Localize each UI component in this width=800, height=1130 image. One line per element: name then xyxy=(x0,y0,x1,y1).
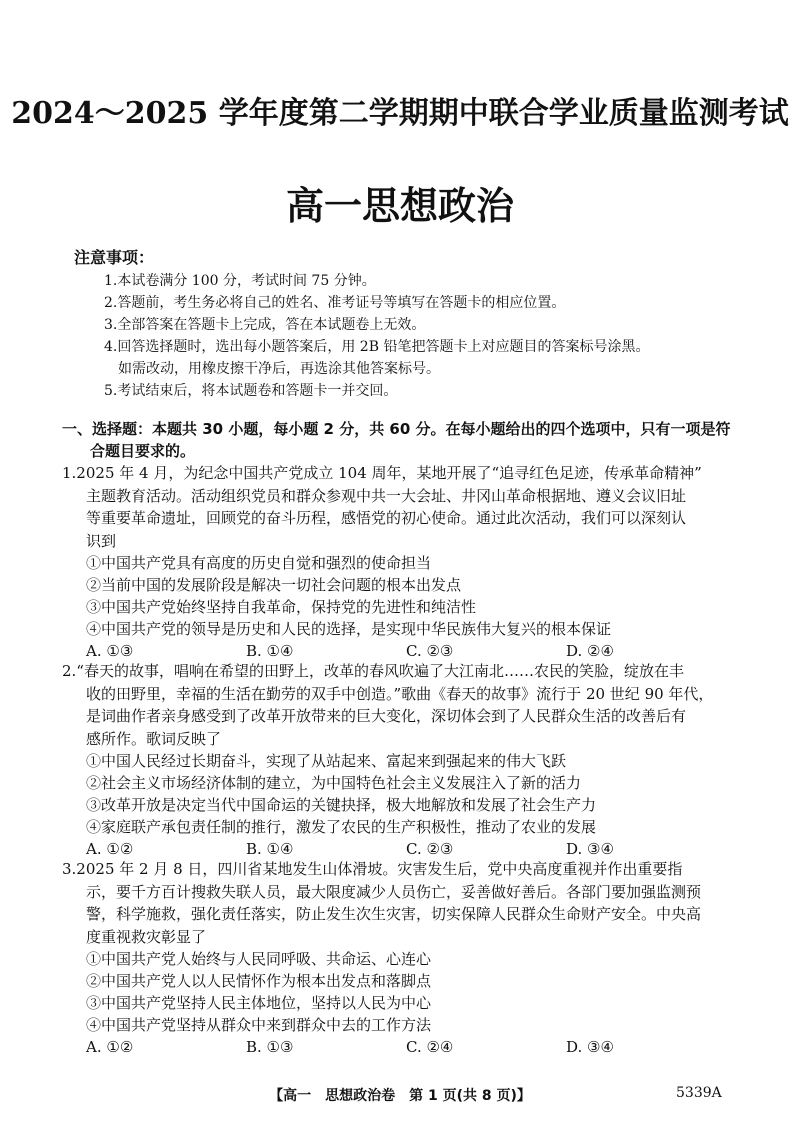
question-stem-line: 度重视救灾彰显了 xyxy=(86,927,207,946)
choice-a: A. ①② xyxy=(86,840,134,858)
choice-c: C. ②③ xyxy=(406,840,454,858)
choice-b: B. ①③ xyxy=(246,1038,294,1056)
question-option: ②中国共产党人以人民情怀作为根本出发点和落脚点 xyxy=(86,972,432,990)
page-footer: 【高一 思想政治卷 第 1 页(共 8 页)】 xyxy=(269,1088,531,1104)
question-option: ③改革开放是决定当代中国命运的关键抉择，极大地解放和发展了社会生产力 xyxy=(86,796,597,814)
notice-item: 3.全部答案在答题卡上完成，答在本试题卷上无效。 xyxy=(104,317,426,333)
question-stem-line: 收的田野里，幸福的生活在勤劳的双手中创造。”歌曲《春天的故事》流行于 20 世纪 90 年代， xyxy=(86,684,714,703)
question-stem-line: 示，要千方百计搜救失联人员，最大限度减少人员伤亡，妥善做好善后。各部门要加强监测预 xyxy=(86,882,702,901)
choice-d: D. ③④ xyxy=(566,840,614,858)
question-option: ①中国共产党具有高度的历史自觉和强烈的使命担当 xyxy=(86,554,432,572)
choice-b: B. ①④ xyxy=(246,642,294,660)
question-stem-line: 警，科学施救，强化责任落实，防止发生次生灾害，切实保障人民群众生命财产安全。中央高 xyxy=(86,905,702,923)
choice-c: C. ②④ xyxy=(406,1038,454,1056)
question-option: ④中国共产党的领导是历史和人民的选择，是实现中华民族伟大复兴的根本保证 xyxy=(86,620,612,638)
paper-code: 5339A xyxy=(676,1085,722,1101)
choice-d: D. ③④ xyxy=(566,1038,614,1056)
choice-a: A. ①② xyxy=(86,1038,134,1056)
question-stem-line: 2.“春天的故事，唱响在希望的田野上，改革的春风吹遍了大江南北……农民的笑脸，绽放在丰 xyxy=(62,662,684,680)
notice-item: 2.答题前，考生务必将自己的姓名、准考证号等填写在答题卡的相应位置。 xyxy=(104,295,566,311)
notice-list xyxy=(104,270,744,402)
choice-d: D. ②④ xyxy=(566,642,614,660)
question-option: ②当前中国的发展阶段是解决一切社会问题的根本出发点 xyxy=(86,576,462,594)
question-stem-line: 是词曲作者亲身感受到了改革开放带来的巨大变化，深切体会到了人民群众生活的改善后有 xyxy=(86,707,687,725)
question-stem-line: 1.2025 年 4 月，为纪念中国共产党成立 104 周年，某地开展了“追寻红色足迹，传承革命精神” xyxy=(62,464,702,482)
answer-choices xyxy=(62,1036,740,1058)
exam-subject: 高一思想政治 xyxy=(285,184,514,228)
answer-choices xyxy=(62,838,740,860)
choice-a: A. ①③ xyxy=(86,642,134,660)
question-stem-line: 感所作。歌词反映了 xyxy=(86,729,222,748)
choice-c: C. ②③ xyxy=(406,642,454,660)
notice-item: 如需改动，用橡皮擦干净后，再选涂其他答案标号。 xyxy=(118,361,440,377)
notice-heading: 注意事项： xyxy=(74,248,155,267)
question-option: ①中国共产党人始终与人民同呼吸、共命运、心连心 xyxy=(86,950,432,968)
question-option: ④中国共产党坚持从群众中来到群众中去的工作方法 xyxy=(86,1016,432,1034)
section-heading xyxy=(62,418,740,462)
exam-title: 2024～2025 学年度第二学期期中联合学业质量监测考试 xyxy=(11,96,789,131)
section-heading-line: 合题目要求的。 xyxy=(90,442,196,460)
question-1 xyxy=(62,462,740,662)
notice-item: 5.考试结束后，将本试题卷和答题卡一并交回。 xyxy=(104,383,398,399)
question-stem-line: 等重要革命遗址，回顾党的奋斗历程，感悟党的初心使命。通过此次活动，我们可以深刻认 xyxy=(86,509,687,527)
question-option: ②社会主义市场经济体制的建立，为中国特色社会主义发展注入了新的活力 xyxy=(86,774,582,792)
question-option: ③中国共产党坚持人民主体地位，坚持以人民为中心 xyxy=(86,994,432,1012)
question-stem-line: 识到 xyxy=(86,531,117,550)
notice-item: 4.回答选择题时，选出每小题答案后，用 2B 铅笔把答题卡上对应题目的答案标号涂黑。 xyxy=(104,339,650,355)
question-option: ③中国共产党始终坚持自我革命，保持党的先进性和纯洁性 xyxy=(86,598,477,616)
notice-item: 1.本试卷满分 100 分，考试时间 75 分钟。 xyxy=(104,273,376,289)
answer-choices xyxy=(62,640,740,662)
question-stem-line: 主题教育活动。活动组织党员和群众参观中共一大会址、井冈山革命根据地、遵义会议旧址 xyxy=(86,486,687,505)
question-3 xyxy=(62,858,740,1058)
section-heading-line: 一、选择题：本题共 30 小题，每小题 2 分，共 60 分。在每小题给出的四个选项中，只有一项是符 xyxy=(62,420,731,438)
question-option: ①中国人民经过长期奋斗，实现了从站起来、富起来到强起来的伟大飞跃 xyxy=(86,752,567,770)
choice-b: B. ①④ xyxy=(246,840,294,858)
question-2 xyxy=(62,660,740,860)
question-option: ④家庭联产承包责任制的推行，激发了农民的生产积极性，推动了农业的发展 xyxy=(86,818,597,836)
question-stem-line: 3.2025 年 2 月 8 日，四川省某地发生山体滑坡。灾害发生后，党中央高度重视并作出重要指 xyxy=(62,860,683,878)
